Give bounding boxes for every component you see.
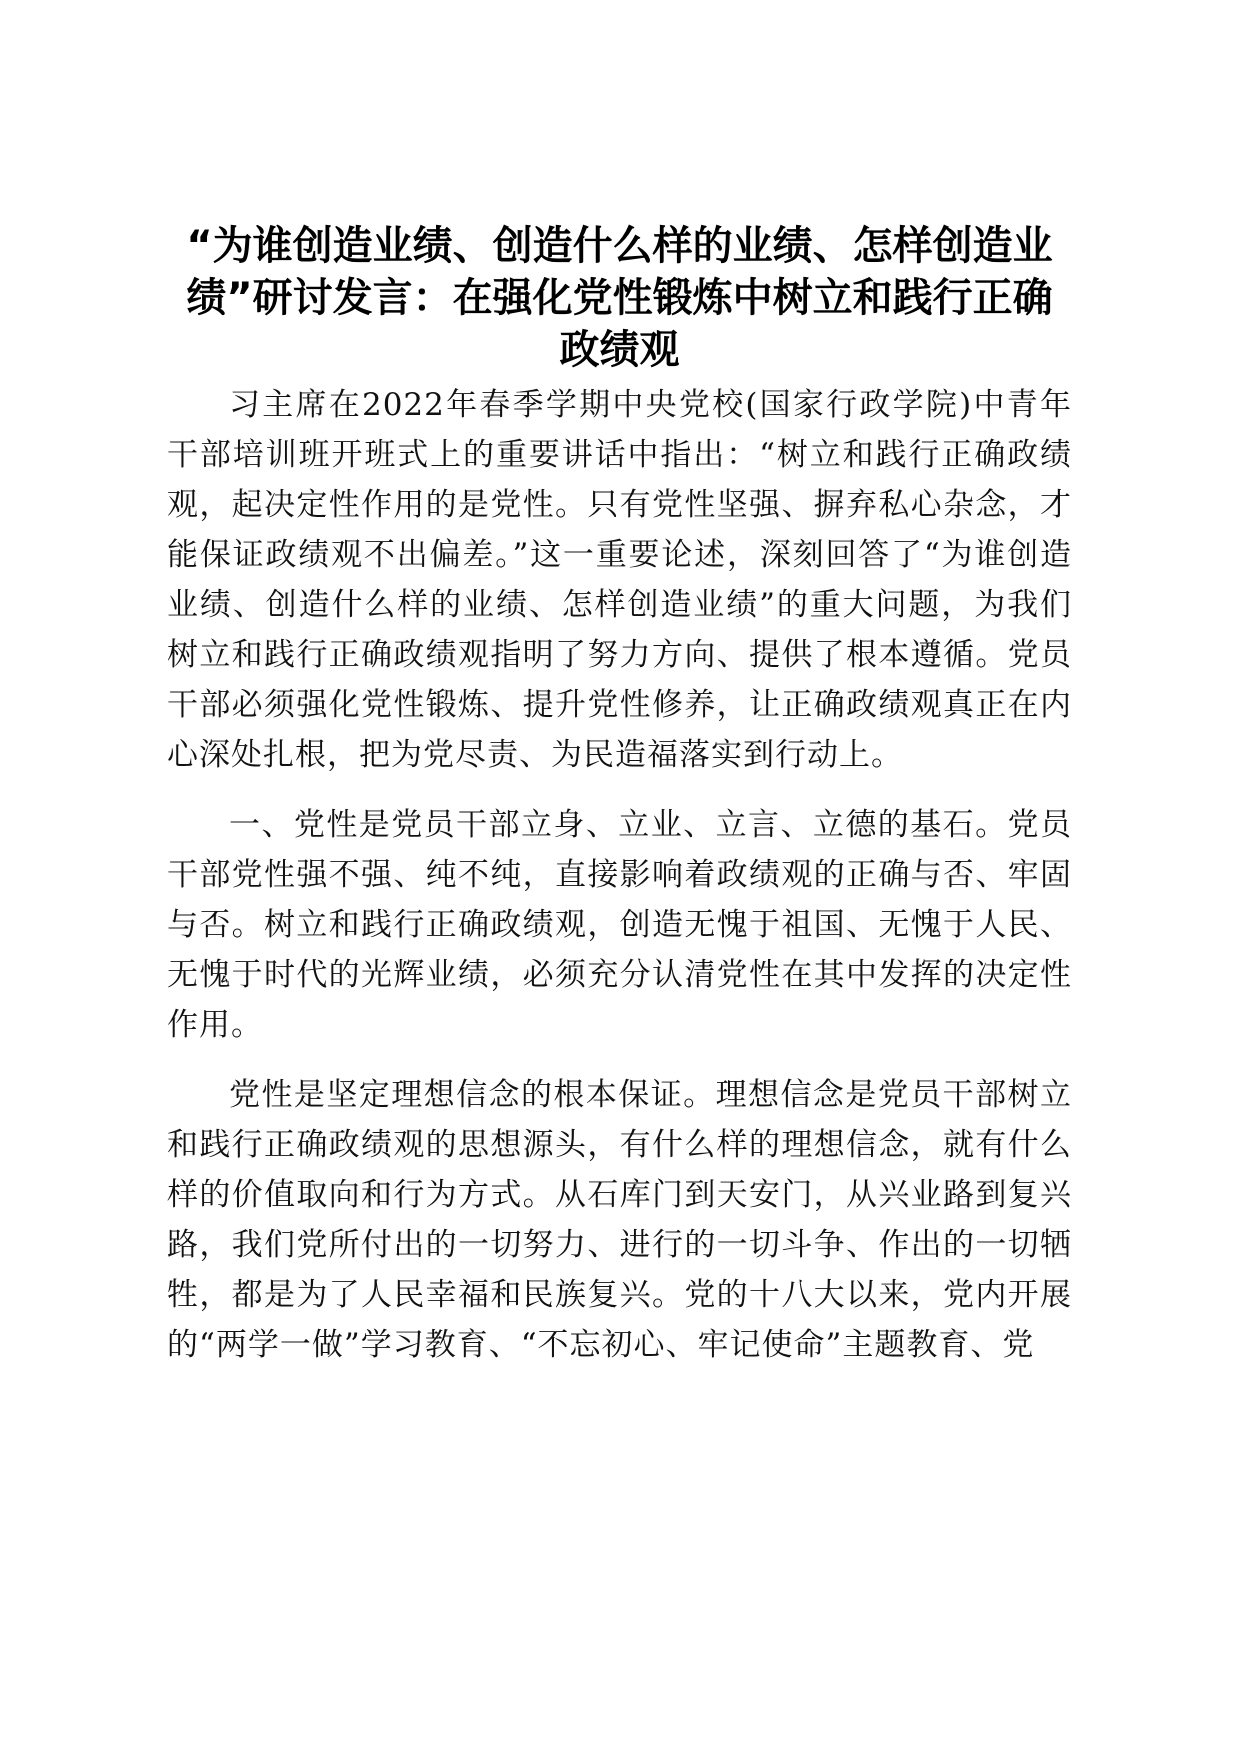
paragraph-ideals: 党性是坚定理想信念的根本保证。理想信念是党员干部树立和践行正确政绩观的思想源头，有什么样的理想信念，就有什么样的价值取向和行为方式。从石库门到天安门，从兴业路到复兴路，我们党所付出的一切努力、进行的一切斗争、作出的一切牺牲，都是为了人民幸福和民族复兴。党的十八大以来，党内开展的“两学一做”学习教育、“不忘初心、牢记使命”主题教育、党 [167,1077,1072,1363]
document-title: “为谁创造业绩、创造什么样的业绩、怎样创造业绩”研讨发言：在强化党性锻炼中树立和践行正确政绩观 [186,223,1053,373]
paragraph-intro: 习主席在2022年春季学期中央党校(国家行政学院)中青年干部培训班开班式上的重要讲话中指出：“树立和践行正确政绩观，起决定性作用的是党性。只有党性坚强、摒弃私心杂念，才能保证政绩观不出偏差。”这一重要论述，深刻回答了“为谁创造业绩、创造什么样的业绩、怎样创造业绩”的重大问题，为我们树立和践行正确政绩观指明了努力方向、提供了根本遵循。党员干部必须强化党性锻炼、提升党性修养，让正确政绩观真正在内心深处扎根，把为党尽责、为民造福落实到行动上。 [167,387,1072,773]
paragraph-section-one: 一、党性是党员干部立身、立业、立言、立德的基石。党员干部党性强不强、纯不纯，直接影响着政绩观的正确与否、牢固与否。树立和践行正确政绩观，创造无愧于祖国、无愧于人民、无愧于时代的光辉业绩，必须充分认清党性在其中发挥的决定性作用。 [167,807,1072,1043]
document-page [167,220,1072,1390]
